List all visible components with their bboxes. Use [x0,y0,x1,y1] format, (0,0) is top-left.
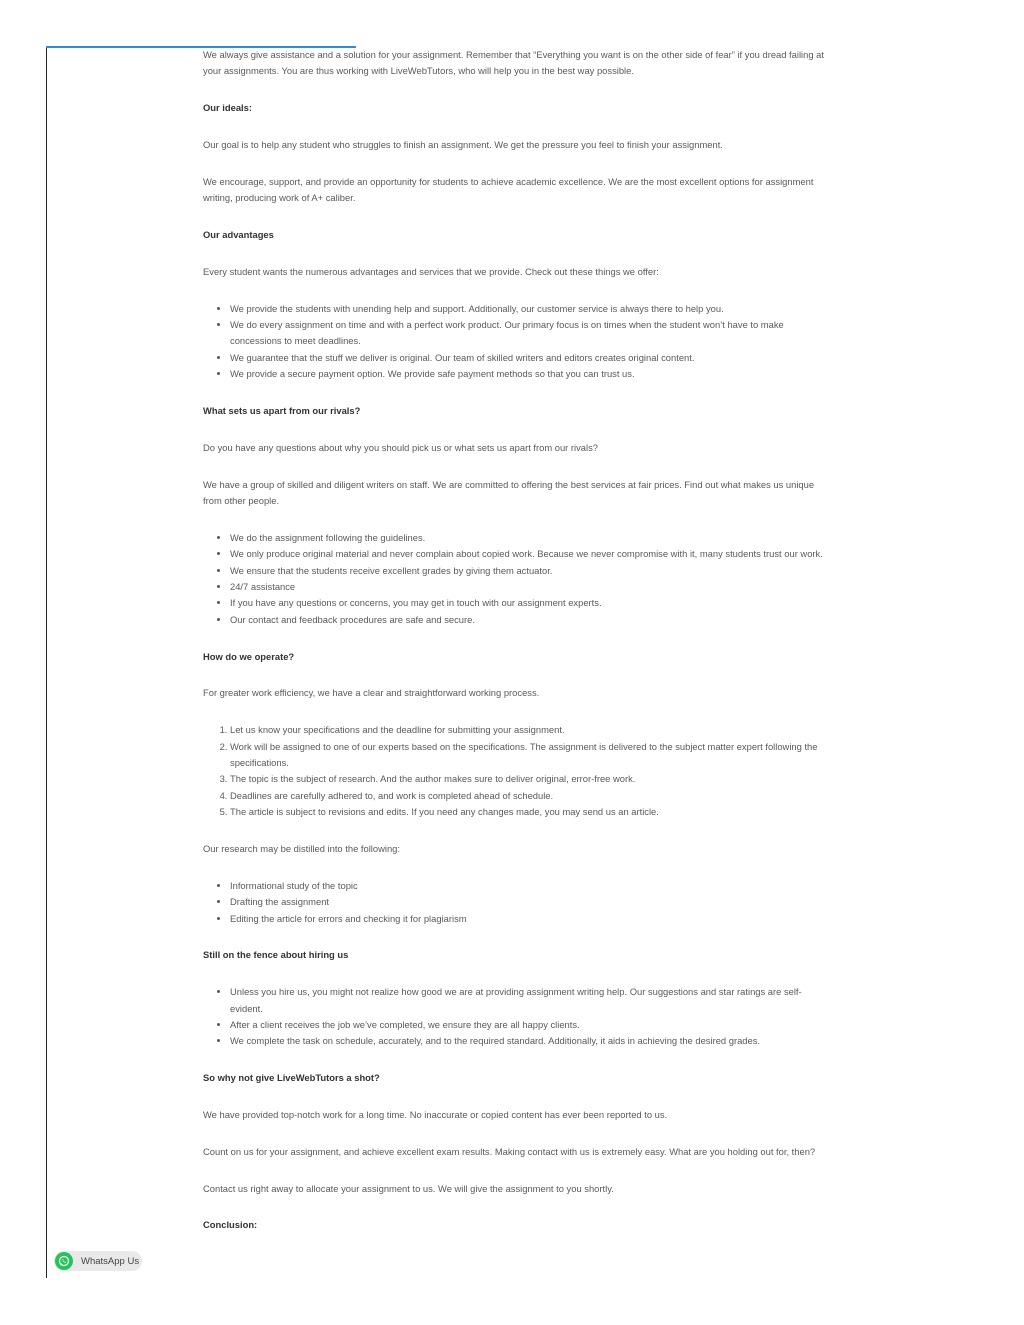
fence-list [203,984,825,1050]
list-item: • If you have any questions or concerns, you may get in touch with our assignment experts. [230,595,825,611]
apart-list [203,530,825,628]
list-item: • After a client receives the job we’ve completed, we ensure they are all happy clients. [230,1017,825,1033]
list-item: • We ensure that the students receive excellent grades by giving them actuator. [230,563,825,579]
operate-heading: How do we operate? [203,650,295,662]
whatsapp-button[interactable] [54,1251,142,1271]
list-item: • We guarantee that the stuff we deliver is original. Our team of skilled writers and editors creates original content. [230,350,825,366]
apart-paragraph-1: Do you have any questions about why you should pick us or what sets us apart from our rivals? [203,441,598,453]
list-item: • We do every assignment on time and with a perfect work product. Our primary focus is on times when the student won’t have to make concessions to meet deadlines. [230,317,825,350]
research-list [203,878,825,927]
list-item: 3. The topic is the subject of research. And the author makes sure to deliver original, error-free work. [230,771,825,787]
advantages-paragraph: Every student wants the numerous advantages and services that we provide. Check out these things we offer: [203,265,659,277]
fence-heading: Still on the fence about hiring us [203,949,349,961]
list-item: 5. The article is subject to revisions and edits. If you need any changes made, you may send us an article. [230,804,825,820]
list-item: • We provide the students with unending help and support. Additionally, our customer service is always there to help you. [230,301,825,317]
list-item: • Editing the article for errors and checking it for plagiarism [230,911,825,927]
intro-paragraph: We always give assistance and a solution for your assignment. Remember that “Everything you want is on the other side of fear” if you dread failing at your assignments. You are thus working with LiveWebTutors, who will help you in the best way possible. [203,49,824,77]
apart-paragraph-2: We have a group of skilled and diligent writers on staff. We are committed to offering the best services at fair prices. Find out what makes us unique from other people. [203,478,815,507]
list-item: • Unless you hire us, you might not realize how good we are at providing assignment writing help. Our suggestions and star ratings are self-evident. [230,984,825,1017]
apart-heading: What sets us apart from our rivals? [203,405,361,417]
list-item: 1. Let us know your specifications and the deadline for submitting your assignment. [230,722,825,738]
list-item: 2. Work will be assigned to one of our experts based on the specifications. The assignment is delivered to the subject matter expert following the specifications. [230,739,825,772]
list-item: • 24/7 assistance [230,579,825,595]
shot-paragraph-3: Contact us right away to allocate your assignment to us. We will give the assignment to you shortly. [203,1182,614,1194]
operate-paragraph-2: Our research may be distilled into the following: [203,843,400,855]
whatsapp-icon [55,1252,73,1270]
advantages-heading: Our advantages [203,229,274,240]
list-item: • Our contact and feedback procedures are safe and secure. [230,612,825,628]
list-item: • Informational study of the topic [230,878,825,894]
shot-paragraph-2: Count on us for your assignment, and achieve excellent exam results. Making contact with us is extremely easy. What are you holding out for, then? [203,1145,816,1157]
left-border-line [46,46,47,1278]
ideals-paragraph-1: Our goal is to help any student who struggles to finish an assignment. We get the pressure you feel to finish your assignment. [203,139,723,150]
shot-heading: So why not give LiveWebTutors a shot? [203,1072,380,1084]
list-item: 4. Deadlines are carefully adhered to, and work is completed ahead of schedule. [230,788,825,804]
list-item: • We do the assignment following the guidelines. [230,530,825,546]
ideals-paragraph-2: We encourage, support, and provide an opportunity for students to achieve academic excellence. We are the most excellent options for assignment writing, producing work of A+ caliber. [203,175,814,204]
list-item: • We complete the task on schedule, accurately, and to the required standard. Additionally, it aids in achieving the desired grades. [230,1033,825,1049]
list-item: • We only produce original material and never complain about copied work. Because we never compromise with it, many students trust our work. [230,546,825,562]
conclusion-heading: Conclusion: [203,1219,258,1231]
list-item: • Drafting the assignment [230,894,825,910]
list-item: • We provide a secure payment option. We provide safe payment methods so that you can trust us. [230,366,825,382]
operate-paragraph-1: For greater work efficiency, we have a clear and straightforward working process. [203,687,540,699]
article-body [203,47,825,1254]
whatsapp-label: WhatsApp Us [81,1255,140,1267]
ideals-heading: Our ideals: [203,102,252,114]
advantages-list [203,301,825,383]
operate-steps-list [203,722,825,820]
shot-paragraph-1: We have provided top-notch work for a long time. No inaccurate or copied content has ever been reported to us. [203,1109,668,1121]
